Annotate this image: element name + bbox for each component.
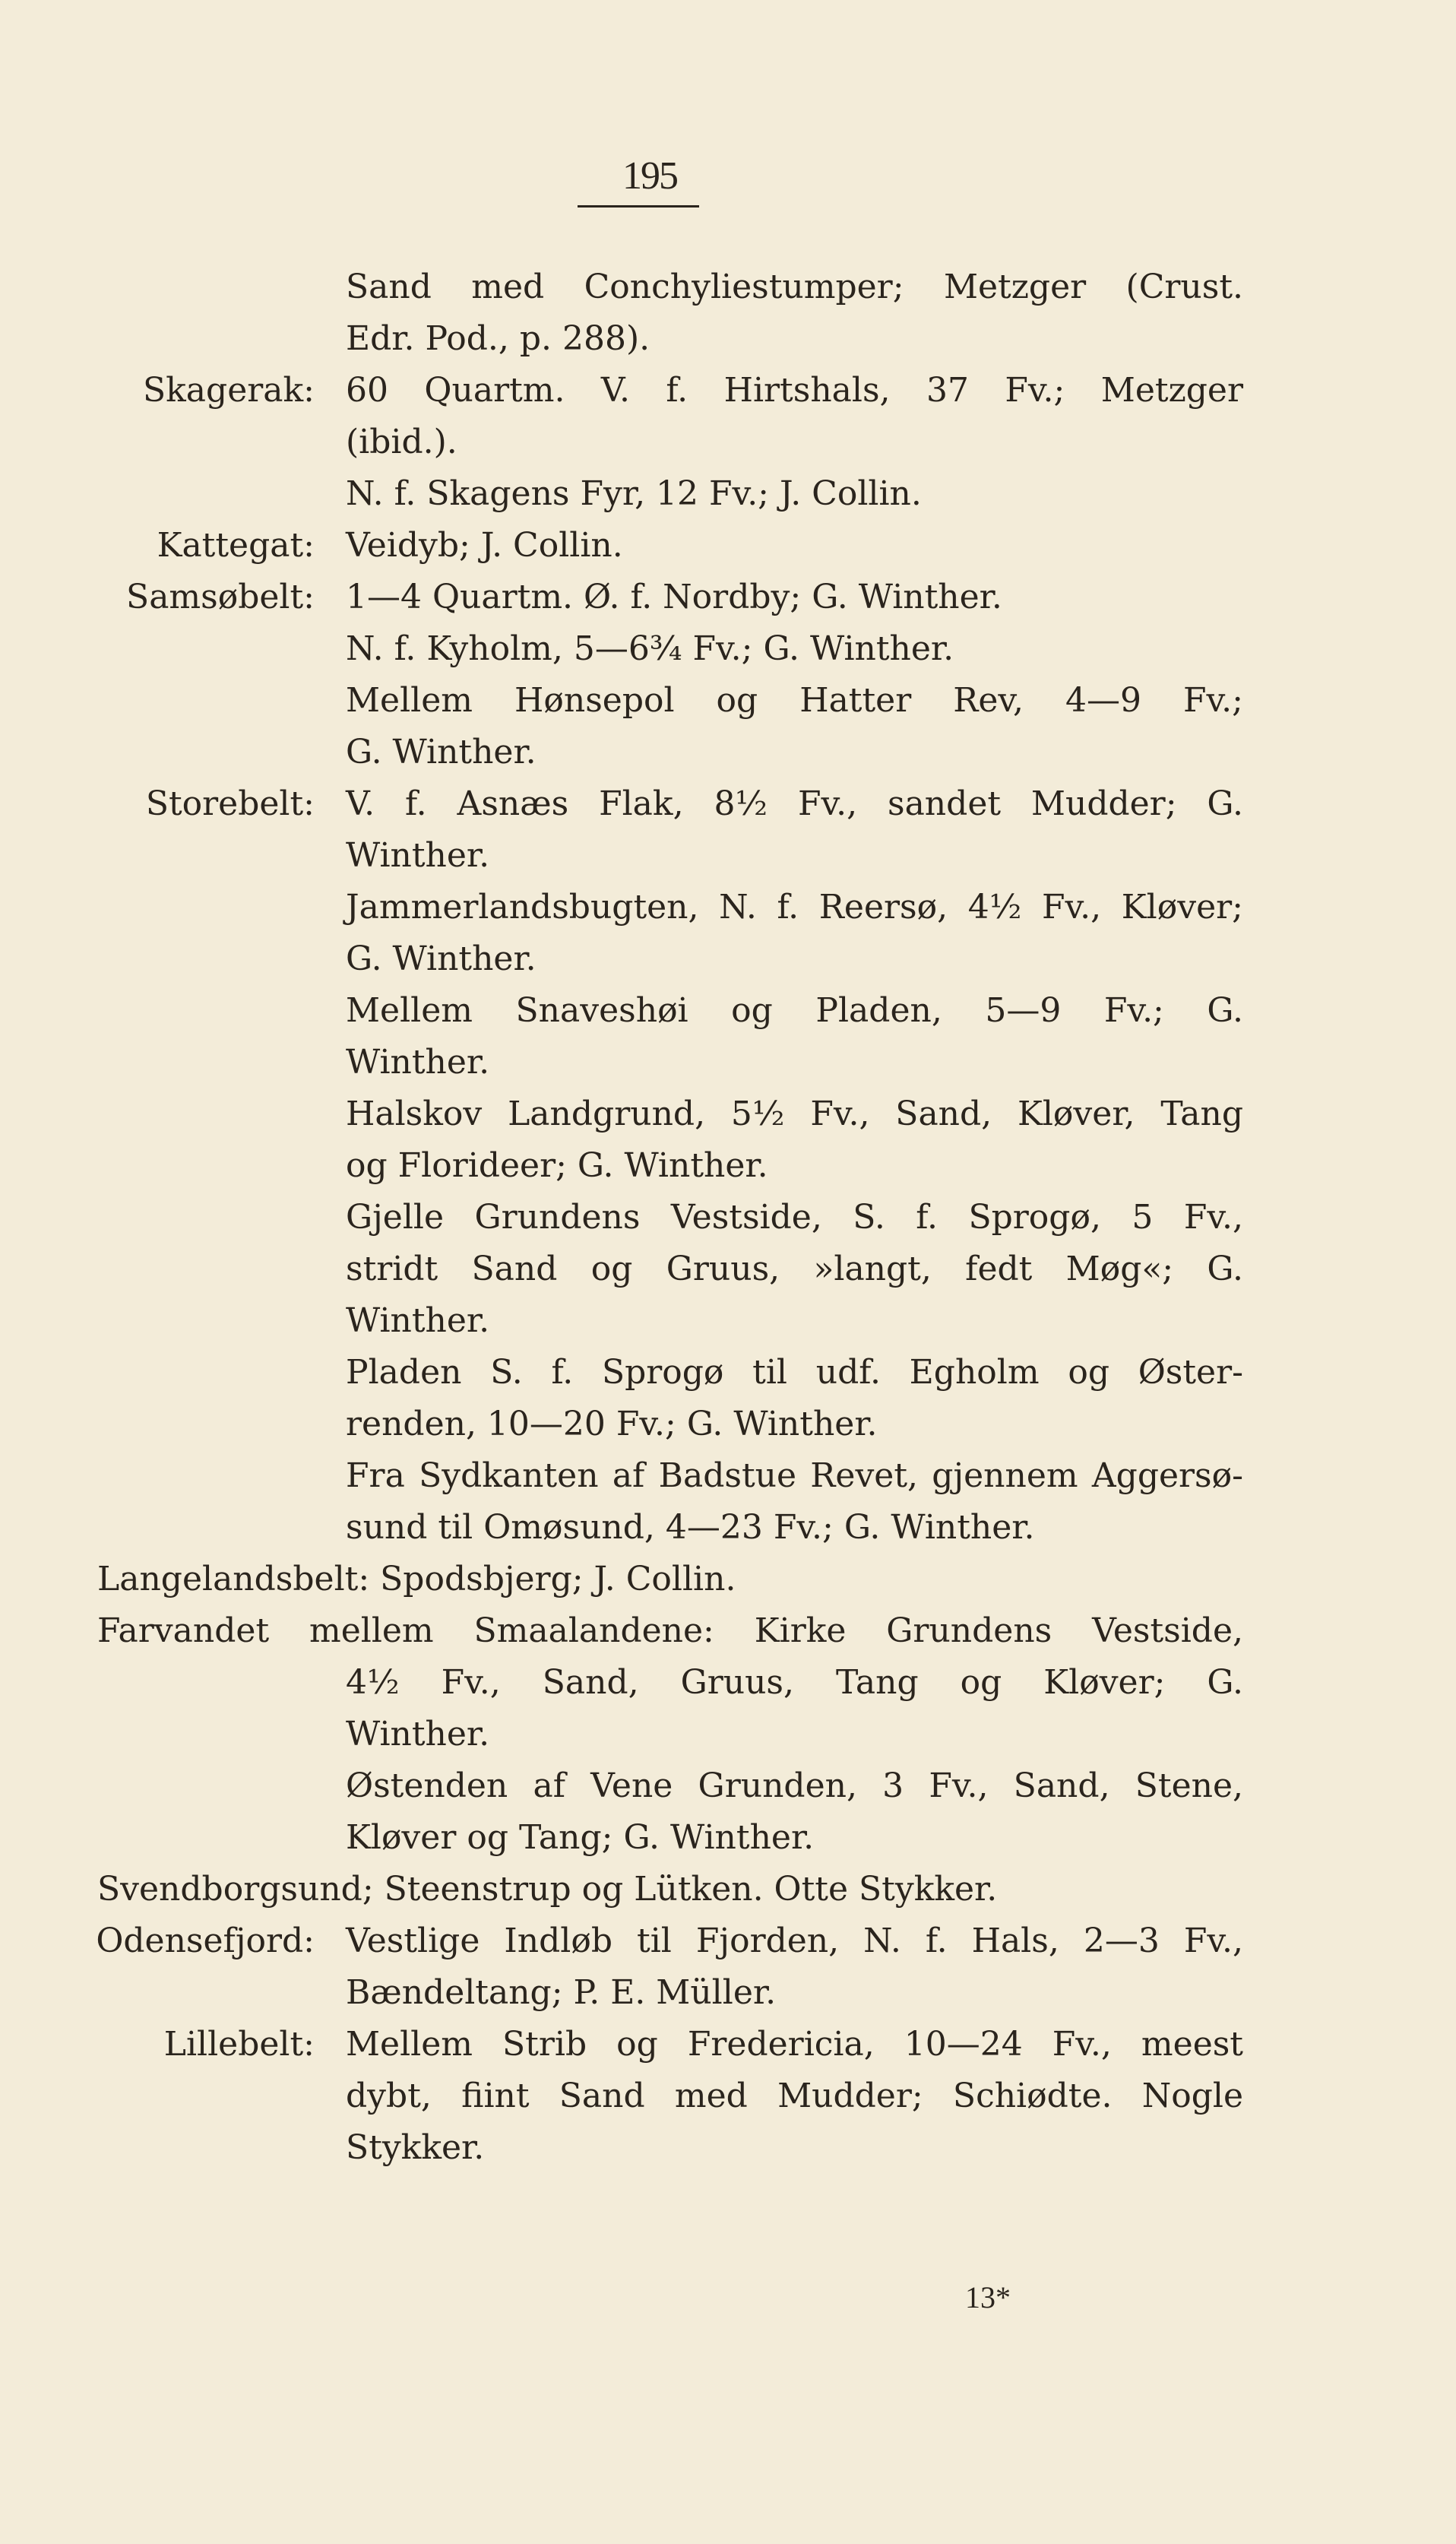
entry-text: Edr. Pod., p. 288). [346, 319, 650, 358]
location-label: Storebelt: [145, 784, 315, 823]
text-line [0, 1399, 1456, 1450]
text-line [0, 778, 1456, 830]
entry-text: 60 Quartm. V. f. Hirtshals, 37 Fv.; Metzger [346, 371, 1243, 410]
text-line [0, 2070, 1456, 2122]
text-line [0, 1605, 1456, 1657]
text-line [0, 2122, 1456, 2174]
location-label: Skagerak: [143, 371, 315, 410]
text-line [0, 313, 1456, 365]
text-line [0, 365, 1456, 417]
entry-text: Vestlige Indløb til Fjorden, N. f. Hals, 2—3 Fv., [346, 1921, 1243, 1960]
entry-text: Bændeltang; P. E. Müller. [346, 1973, 777, 2012]
text-line [0, 1915, 1456, 1967]
text-line [0, 1295, 1456, 1347]
entry-text: dybt, fiint Sand med Mudder; Schiødte. Nogle [346, 2077, 1243, 2115]
text-line [0, 1760, 1456, 1812]
text-line [0, 1450, 1456, 1502]
page-number-rule [578, 205, 699, 208]
text-line [0, 727, 1456, 778]
entry-text: Winther. [346, 1043, 490, 1082]
text-line [0, 468, 1456, 520]
entry-text: N. f. Skagens Fyr, 12 Fv.; J. Collin. [346, 474, 922, 513]
location-entry: Farvandet mellem Smaalandene: Kirke Grundens Vestside, [97, 1611, 1243, 1650]
text-line [0, 985, 1456, 1037]
entry-text: 4½ Fv., Sand, Gruus, Tang og Kløver; G. [346, 1663, 1243, 1702]
text-line [0, 1657, 1456, 1709]
entry-text: V. f. Asnæs Flak, 8½ Fv., sandet Mudder; G. [346, 784, 1243, 823]
text-line [0, 1864, 1456, 1915]
text-line [0, 882, 1456, 933]
location-entry: Svendborgsund; Steenstrup og Lütken. Otte Stykker. [97, 1870, 998, 1909]
text-line [0, 1088, 1456, 1140]
text-line [0, 830, 1456, 882]
text-line [0, 417, 1456, 468]
text-line [0, 933, 1456, 985]
entry-text: stridt Sand og Gruus, »langt, fedt Møg«; G. [346, 1250, 1243, 1288]
entry-text: Kløver og Tang; G. Winther. [346, 1818, 815, 1857]
text-line [0, 1037, 1456, 1088]
entry-text: Winther. [346, 1715, 490, 1754]
text-line [0, 1502, 1456, 1554]
entry-text: G. Winther. [346, 733, 537, 771]
location-label: Odensefjord: [96, 1921, 315, 1960]
entry-text: Sand med Conchyliestumper; Metzger (Crust. [346, 268, 1243, 306]
entry-text: Mellem Snaveshøi og Pladen, 5—9 Fv.; G. [346, 991, 1243, 1030]
printer-signature: 13* [965, 2280, 1011, 2314]
entry-text: sund til Omøsund, 4—23 Fv.; G. Winther. [346, 1508, 1035, 1547]
text-line [0, 520, 1456, 572]
location-label: Kattegat: [157, 526, 315, 565]
text-line [0, 1140, 1456, 1192]
entry-text: Winther. [346, 1301, 490, 1340]
entry-text: Mellem Hønsepol og Hatter Rev, 4—9 Fv.; [346, 681, 1243, 720]
text-line [0, 1554, 1456, 1605]
text-line [0, 1967, 1456, 2019]
page-number: 195 [622, 154, 677, 198]
entry-text: (ibid.). [346, 423, 457, 461]
text-line [0, 572, 1456, 623]
entry-text: renden, 10—20 Fv.; G. Winther. [346, 1405, 878, 1443]
entry-text: Halskov Landgrund, 5½ Fv., Sand, Kløver, Tang [346, 1095, 1243, 1133]
text-line [0, 1709, 1456, 1760]
location-label: Samsøbelt: [126, 578, 315, 616]
entry-text: Winther. [346, 836, 490, 875]
text-line [0, 623, 1456, 675]
text-line [0, 2019, 1456, 2070]
entry-text: Jammerlandsbugten, N. f. Reersø, 4½ Fv., Kløver; [346, 888, 1243, 927]
entry-text: Gjelle Grundens Vestside, S. f. Sprogø, 5 Fv., [346, 1198, 1243, 1237]
entry-text: Veidyb; J. Collin. [346, 526, 623, 565]
text-line [0, 261, 1456, 313]
entry-text: Mellem Strib og Fredericia, 10—24 Fv., meest [346, 2025, 1243, 2064]
entry-text: Stykker. [346, 2128, 485, 2167]
location-entry: Langelandsbelt: Spodsbjerg; J. Collin. [97, 1560, 736, 1598]
entry-text: Pladen S. f. Sprogø til udf. Egholm og Øster- [346, 1353, 1243, 1392]
text-line [0, 1192, 1456, 1243]
entry-text: N. f. Kyholm, 5—6¾ Fv.; G. Winther. [346, 629, 954, 668]
text-line [0, 1243, 1456, 1295]
text-line [0, 675, 1456, 727]
entry-text: 1—4 Quartm. Ø. f. Nordby; G. Winther. [346, 578, 1002, 616]
entry-text: Østenden af Vene Grunden, 3 Fv., Sand, Stene, [346, 1766, 1243, 1805]
entry-text: og Florideer; G. Winther. [346, 1146, 768, 1185]
location-label: Lillebelt: [163, 2025, 315, 2064]
text-line [0, 1812, 1456, 1864]
text-line [0, 1347, 1456, 1399]
body-text [0, 261, 1456, 2174]
entry-text: G. Winther. [346, 939, 537, 978]
entry-text: Fra Sydkanten af Badstue Revet, gjennem Aggersø- [346, 1456, 1243, 1495]
